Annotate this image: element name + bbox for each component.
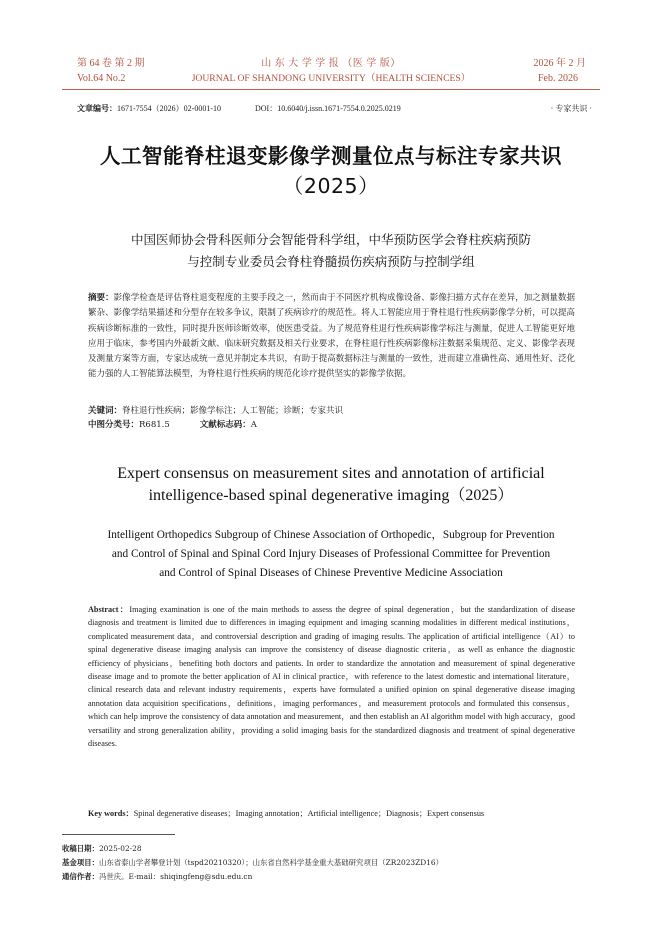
title-cn-line2: （2025） xyxy=(282,174,380,198)
authors-en-line2: and Control of Spinal and Spinal Cord Injury Diseases of Professional Committee for Prevention xyxy=(111,548,551,560)
journal-name-en: JOURNAL OF SHANDONG UNIVERSITY（HEALTH SCIENCES） xyxy=(191,73,471,84)
authors-cn-line2: 与控制专业委员会脊柱脊髓损伤疾病预防与控制学组 xyxy=(187,254,475,269)
footnote-rule xyxy=(62,834,175,835)
authors-en-line1: Intelligent Orthopedics Subgroup of Chinese Association of Orthopedic，Subgroup for Prevention xyxy=(107,529,555,541)
column-label: · 专家共识 · xyxy=(550,104,592,113)
header-rule xyxy=(62,89,600,90)
authors-cn-line1: 中国医师协会骨科医师分会智能骨科学组，中华预防医学会脊柱疾病预防 xyxy=(130,232,531,247)
title-en-line1: Expert consensus on measurement sites and annotation of artificial xyxy=(117,465,545,482)
fund-info: 基金项目：山东省泰山学者攀登计划（tspd20210320）；山东省自然科学基金重大基础研究项目（ZR2023ZD16） xyxy=(62,858,443,867)
abstract-cn xyxy=(88,291,575,383)
abstract-en xyxy=(88,603,575,750)
volume-issue-en: Vol.64 No.2 xyxy=(77,73,126,84)
abstract-en-text: Imaging examination is one of the main methods to assess the degree of spinal degeneration，but the standardization of disease diagnosis and treatment is limited due to differences in imaging equipment and imaging scanning modalities in different medical institutions，complicated measurement data，and controversial description and grading of imaging results. The application of artificial intelligence（AI）to spinal degenerative disease imaging analysis can improve the consistency of disease diagnostic criteria，as well as enhance the diagnostic efficiency of physicians，benefiting both doctors and patients. In order to standardize the annotation and measurement of spinal degenerative disease image and to promote the better application of AI in clinical practice，with reference to the latest domestic and international literature，clinical research data and relevant industry requirements，experts have formulated a unified opinion on spinal degenerative disease imaging annotation data acquisition specifications，definitions，imaging performances，and measurement protocols and formulated this consensus，which can help improve the consistency of data annotation and measurement，and then establish an AI algorithm model with high accuracy，good versatility and strong generalization ability，providing a solid imaging basis for the standardized diagnosis and treatment of spinal degenerative diseases. xyxy=(88,605,576,749)
received-date: 收稿日期：2025-02-28 xyxy=(62,844,142,853)
corresponding-author: 通信作者：冯世庆。E-mail：shiqingfeng@sdu.edu.cn xyxy=(62,872,253,881)
abstract-cn-text: 影像学检查是评估脊柱退变程度的主要手段之一，然而由于不同医疗机构成像设备、影像扫描方式存在差异，加之测量数据繁杂、影像学结果描述和分型存在较多争议，限制了疾病诊疗的规范性。将人工智能应用于脊柱退行性疾病影像学分析，可以提高疾病诊断标准的一致性，同时提升医师诊断效率，使医患受益。为了规范脊柱退行性疾病影像学标注与测量，促进人工智能更好地应用于临床，参考国内外最新文献、临床研究数据及相关行业要求，在脊柱退行性疾病影像标注数据采集规范、定义、影像学表现及测量方案等方面，专家达成统一意见并制定本共识，有助于提高数据标注与测量的一致性，进而建立准确性高、通用性好、泛化能力强的人工智能算法模型，为脊柱退行性疾病的规范化诊疗提供坚实的影像学依据。 xyxy=(88,293,575,380)
keywords-cn: 关键词：脊柱退行性疾病；影像学标注；人工智能；诊断；专家共识 xyxy=(88,406,344,416)
keywords-en: Key words：Spinal degenerative diseases；Imaging annotation；Artificial intelligence；Diagnosis；Expert consensus xyxy=(88,809,485,818)
issue-date-cn: 2026 年 2 月 xyxy=(533,58,586,69)
abstract-en-label: Abstract： xyxy=(88,605,130,614)
title-cn-line1: 人工智能脊柱退变影像学测量位点与标注专家共识 xyxy=(100,144,562,168)
journal-name-cn: 山 东 大 学 学 报 （医 学 版） xyxy=(261,58,401,69)
abstract-cn-label: 摘要： xyxy=(88,293,114,303)
classification: 中图分类号：R681.5 文献标志码：A xyxy=(88,420,257,430)
volume-issue-cn: 第 64 卷 第 2 期 xyxy=(77,58,145,69)
issue-date-en: Feb. 2026 xyxy=(538,73,578,84)
doi: DOI：10.6040/j.issn.1671-7554.0.2025.0219 xyxy=(255,104,401,113)
authors-en-line3: and Control of Spinal Diseases of Chinese Preventive Medicine Association xyxy=(159,567,503,579)
article-number: 文章编号：1671-7554（2026）02-0001-10 xyxy=(77,104,221,113)
title-en-line2: intelligence-based spinal degenerative imaging（2025） xyxy=(148,487,514,504)
